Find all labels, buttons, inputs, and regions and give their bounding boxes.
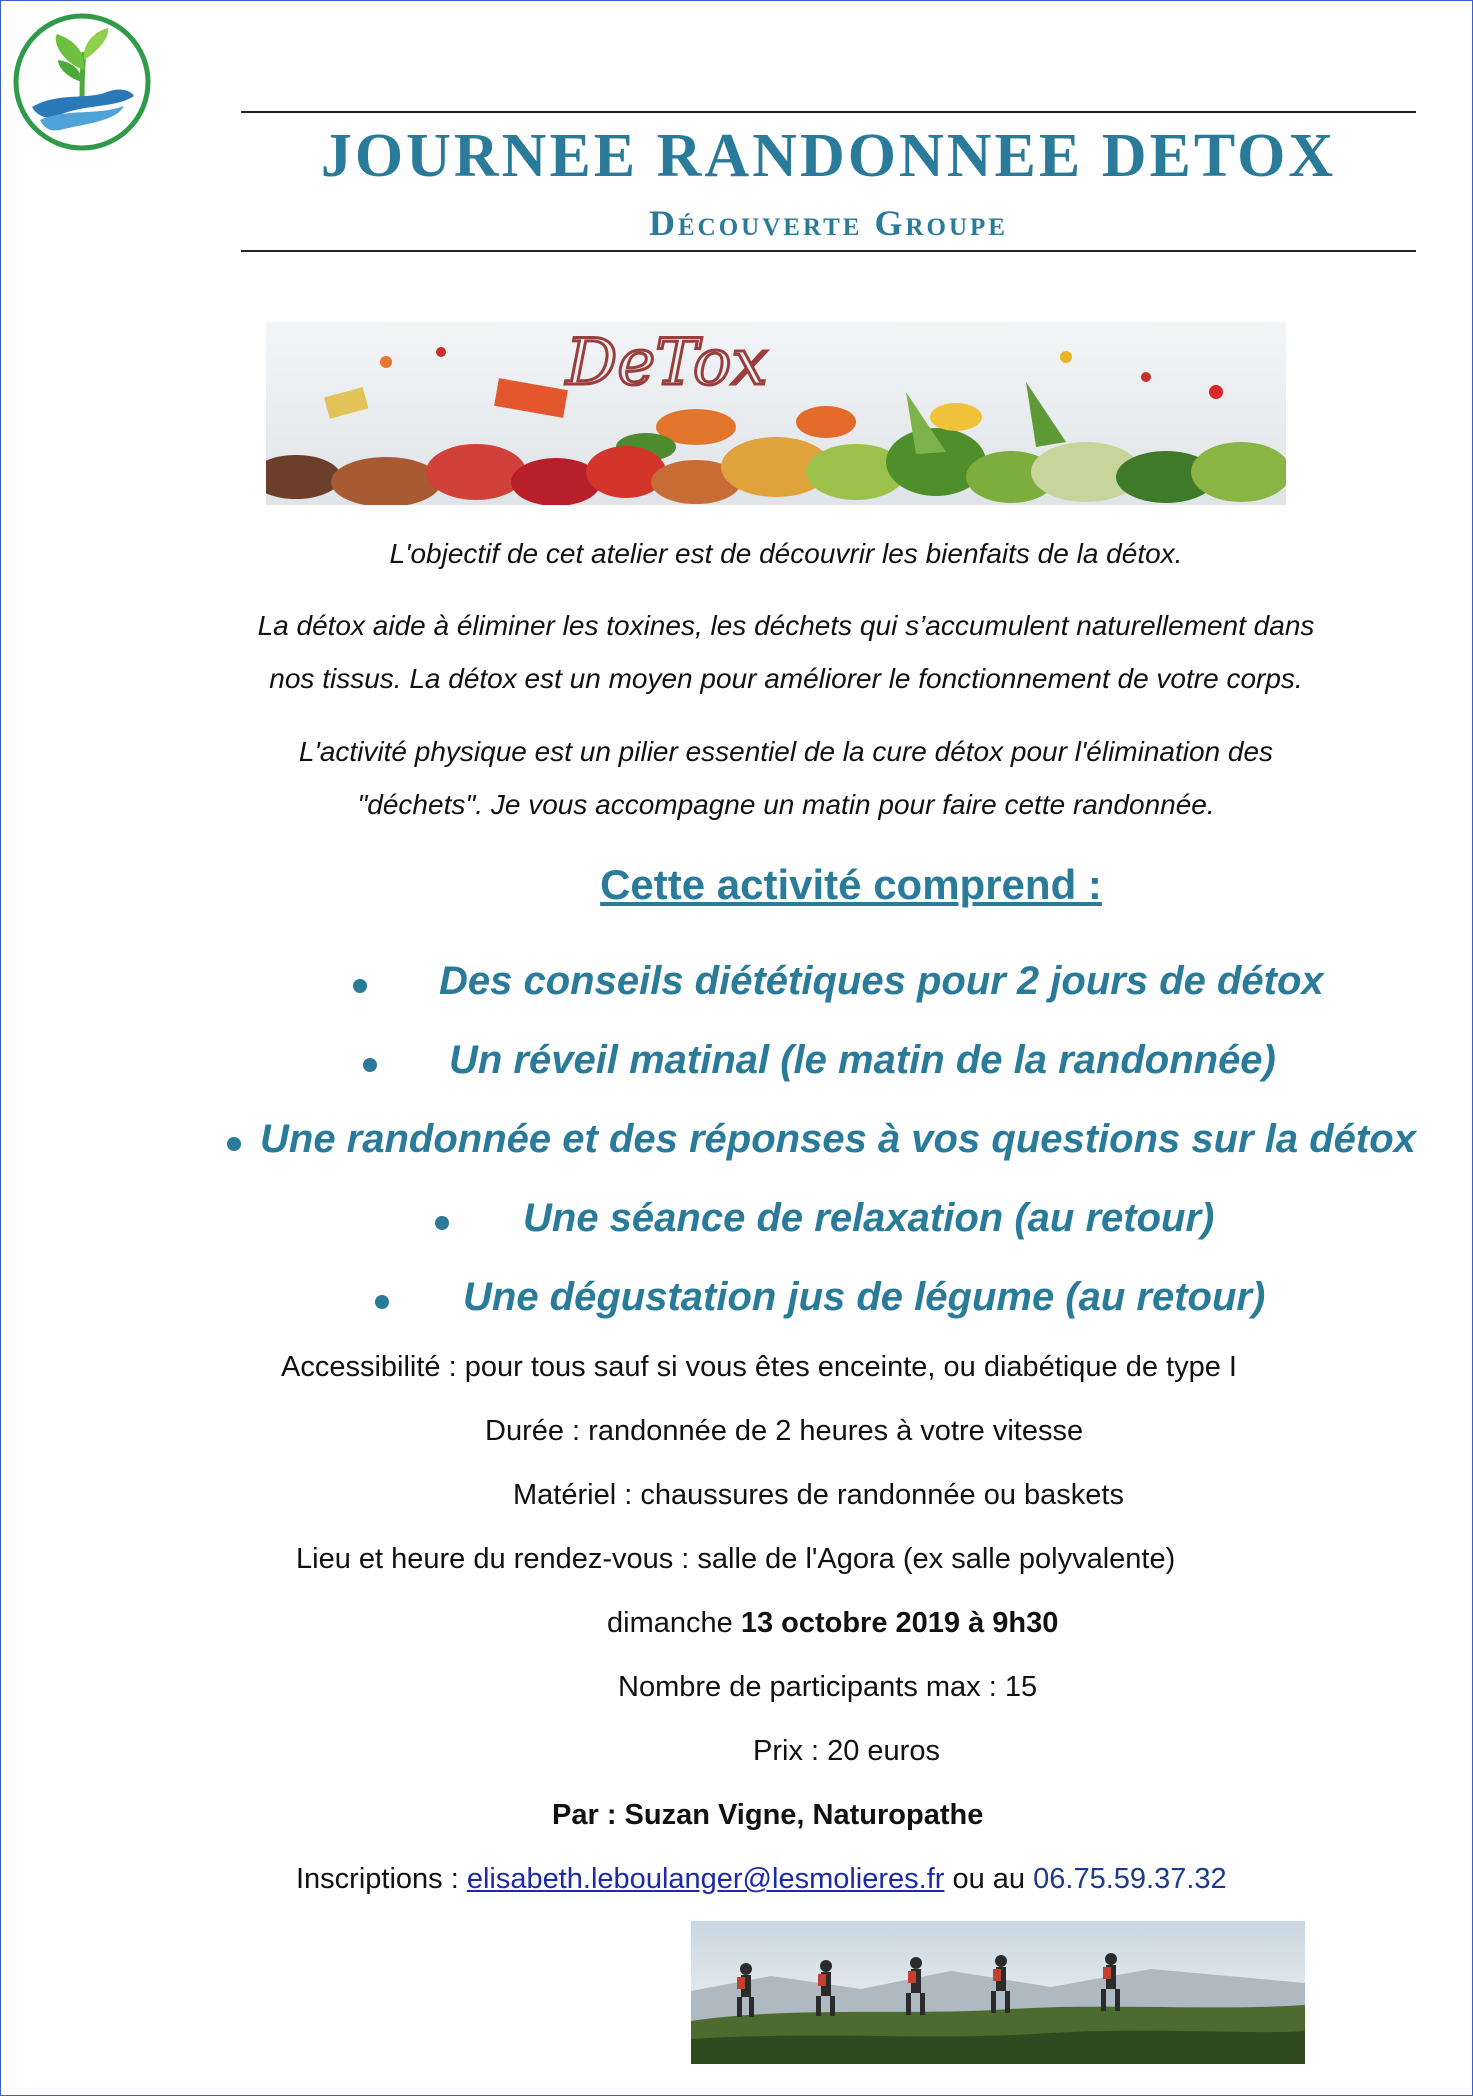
page-subtitle: Découverte Groupe [649, 203, 1008, 243]
activity-item-4: Une séance de relaxation (au retour) [523, 1196, 1215, 1240]
activity-heading: Cette activité comprend : [600, 861, 1102, 908]
signup-or: ou au [944, 1863, 1034, 1895]
bullet-dot-icon [353, 979, 367, 993]
intro-p3-line-2: "déchets". Je vous accompagne un matin pour faire cette randonnée. [357, 789, 1215, 820]
bullet-dot-icon [435, 1216, 449, 1230]
location-line: Lieu et heure du rendez-vous : salle de l'Agora (ex salle polyvalente) [296, 1543, 1176, 1575]
bullet-dot-icon [227, 1137, 241, 1151]
duration-line: Durée : randonnée de 2 heures à votre vitesse [485, 1415, 1084, 1447]
hikers-photo-image [691, 1921, 1305, 2064]
phone-number: 06.75.59.37.32 [1033, 1863, 1227, 1895]
date-prefix: dimanche [607, 1607, 741, 1639]
intro-paragraph-1 [151, 527, 1421, 580]
page-title: JOURNEE RANDONNEE DETOX [320, 122, 1337, 190]
detox-vegetables-banner-image [266, 322, 1286, 505]
intro-paragraph-3 [151, 725, 1421, 831]
leaf-wave-logo-icon [12, 12, 152, 152]
date-line [607, 1603, 1058, 1643]
email-link[interactable]: elisabeth.leboulanger@lesmolieres.fr [466, 1863, 945, 1895]
equipment-line: Matériel : chaussures de randonnée ou baskets [513, 1479, 1124, 1511]
activity-item-3: Une randonnée et des réponses à vos questions sur la détox [260, 1117, 1416, 1161]
signup-line [296, 1859, 1227, 1899]
bullet-dot-icon [375, 1295, 389, 1309]
activity-item-1: Des conseils diététiques pour 2 jours de détox [439, 959, 1324, 1003]
price-line: Prix : 20 euros [753, 1735, 940, 1767]
intro-p1-text: L'objectif de cet atelier est de découvrir les bienfaits de la détox. [389, 538, 1183, 569]
accessibility-line: Accessibilité : pour tous sauf si vous êtes enceinte, ou diabétique de type I [281, 1351, 1237, 1383]
header-bottom-rule [241, 250, 1416, 252]
banner-detox-word: DeTox [566, 326, 768, 400]
activity-item-5: Une dégustation jus de légume (au retour) [463, 1275, 1266, 1319]
participants-line: Nombre de participants max : 15 [618, 1671, 1038, 1703]
intro-p3-line-1: L'activité physique est un pilier essentiel de la cure détox pour l'élimination des [298, 736, 1274, 767]
bullet-dot-icon [363, 1058, 377, 1072]
author-line: Par : Suzan Vigne, Naturopathe [552, 1799, 984, 1831]
header-top-rule [241, 111, 1416, 113]
intro-paragraph-2 [151, 599, 1421, 705]
date-bold: 13 octobre 2019 à 9h30 [740, 1607, 1059, 1639]
signup-label: Inscriptions : [296, 1863, 467, 1895]
activity-item-2: Un réveil matinal (le matin de la randonnée) [449, 1038, 1276, 1082]
intro-p2-line-2: nos tissus. La détox est un moyen pour améliorer le fonctionnement de votre corps. [269, 663, 1303, 694]
intro-p2-line-1: La détox aide à éliminer les toxines, les déchets qui s’accumulent naturellement dans [257, 610, 1315, 641]
